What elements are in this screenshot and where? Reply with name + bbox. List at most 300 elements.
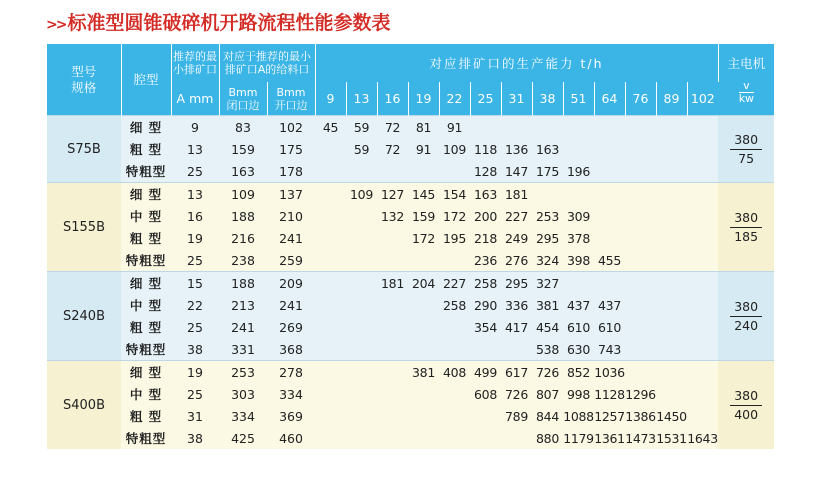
- capacity-cell: [625, 183, 656, 206]
- capacity-cell: [315, 316, 346, 338]
- motor-fraction: [730, 209, 762, 246]
- capacity-cell: [408, 383, 439, 405]
- header-cap-col: 22: [439, 82, 470, 116]
- capacity-cell: 998: [563, 383, 594, 405]
- header-b-closed: Bmm 闭口边: [219, 82, 267, 116]
- capacity-cell: 253: [532, 205, 563, 227]
- header-cap-col: 31: [501, 82, 532, 116]
- capacity-cell: 59: [346, 116, 377, 139]
- motor-cell: [718, 116, 774, 183]
- performance-table: [47, 44, 774, 449]
- table-row: [47, 427, 774, 449]
- b-closed-cell: 213: [219, 294, 267, 316]
- capacity-cell: 807: [532, 383, 563, 405]
- b-open-cell: 368: [267, 338, 315, 361]
- capacity-cell: [656, 227, 687, 249]
- capacity-cell: [594, 272, 625, 295]
- capacity-cell: [439, 160, 470, 183]
- b-open-cell: 259: [267, 249, 315, 272]
- capacity-cell: [408, 427, 439, 449]
- title-arrows: >>: [46, 17, 66, 33]
- capacity-cell: [656, 272, 687, 295]
- capacity-cell: 880: [532, 427, 563, 449]
- capacity-cell: 309: [563, 205, 594, 227]
- capacity-cell: [687, 361, 718, 384]
- min-opening-cell: 15: [171, 272, 219, 295]
- capacity-cell: 59: [346, 138, 377, 160]
- capacity-cell: 45: [315, 116, 346, 139]
- capacity-cell: [625, 205, 656, 227]
- capacity-cell: [563, 272, 594, 295]
- capacity-cell: 154: [439, 183, 470, 206]
- capacity-cell: [346, 205, 377, 227]
- capacity-cell: [439, 249, 470, 272]
- capacity-cell: 132: [377, 205, 408, 227]
- capacity-cell: [377, 227, 408, 249]
- capacity-cell: 1088: [563, 405, 594, 427]
- table-row: [47, 116, 774, 139]
- capacity-cell: 128: [470, 160, 501, 183]
- capacity-cell: 196: [563, 160, 594, 183]
- capacity-cell: [656, 205, 687, 227]
- capacity-cell: [377, 361, 408, 384]
- capacity-cell: [656, 249, 687, 272]
- capacity-cell: [687, 272, 718, 295]
- cavity-cell: 粗 型: [121, 227, 171, 249]
- capacity-cell: 163: [470, 183, 501, 206]
- capacity-cell: 408: [439, 361, 470, 384]
- cavity-cell: 特粗型: [121, 249, 171, 272]
- capacity-cell: [408, 249, 439, 272]
- b-closed-cell: 253: [219, 361, 267, 384]
- capacity-cell: [346, 294, 377, 316]
- capacity-cell: [315, 338, 346, 361]
- capacity-cell: [377, 383, 408, 405]
- capacity-cell: [625, 249, 656, 272]
- min-opening-cell: 38: [171, 338, 219, 361]
- capacity-cell: [408, 294, 439, 316]
- capacity-cell: 218: [470, 227, 501, 249]
- cavity-cell: 粗 型: [121, 316, 171, 338]
- capacity-cell: 1386: [625, 405, 656, 427]
- capacity-cell: 200: [470, 205, 501, 227]
- header-a-unit: A mm: [171, 82, 219, 116]
- capacity-cell: [656, 116, 687, 139]
- capacity-cell: 236: [470, 249, 501, 272]
- capacity-cell: [687, 405, 718, 427]
- capacity-cell: 852: [563, 361, 594, 384]
- header-cap-col: 64: [594, 82, 625, 116]
- header-b-open: Bmm 开口边: [267, 82, 315, 116]
- capacity-cell: [625, 116, 656, 139]
- capacity-cell: [346, 338, 377, 361]
- capacity-cell: [377, 160, 408, 183]
- capacity-cell: 327: [532, 272, 563, 295]
- capacity-cell: [315, 272, 346, 295]
- min-opening-cell: 19: [171, 361, 219, 384]
- page-title: [46, 10, 390, 36]
- capacity-cell: [470, 427, 501, 449]
- capacity-cell: [594, 116, 625, 139]
- min-opening-cell: 22: [171, 294, 219, 316]
- motor-cell: [718, 361, 774, 450]
- capacity-cell: 844: [532, 405, 563, 427]
- table-row: [47, 405, 774, 427]
- capacity-cell: 381: [532, 294, 563, 316]
- min-opening-cell: 9: [171, 116, 219, 139]
- capacity-cell: 743: [594, 338, 625, 361]
- capacity-cell: [408, 160, 439, 183]
- capacity-cell: 295: [532, 227, 563, 249]
- capacity-cell: [439, 383, 470, 405]
- capacity-cell: 175: [532, 160, 563, 183]
- header-cap-col: 25: [470, 82, 501, 116]
- capacity-cell: [687, 338, 718, 361]
- cavity-cell: 中 型: [121, 383, 171, 405]
- capacity-cell: [687, 183, 718, 206]
- capacity-cell: [656, 361, 687, 384]
- capacity-cell: [346, 316, 377, 338]
- capacity-cell: 91: [408, 138, 439, 160]
- b-closed-cell: 238: [219, 249, 267, 272]
- title-text: 标准型圆锥破碎机开路流程性能参数表: [67, 12, 391, 34]
- motor-power: 75: [738, 150, 755, 166]
- capacity-cell: 726: [532, 361, 563, 384]
- capacity-cell: 118: [470, 138, 501, 160]
- capacity-cell: 437: [594, 294, 625, 316]
- capacity-cell: 1450: [656, 405, 687, 427]
- motor-power: 240: [734, 317, 759, 333]
- capacity-cell: [408, 405, 439, 427]
- capacity-cell: [687, 383, 718, 405]
- capacity-cell: [625, 227, 656, 249]
- capacity-cell: 608: [470, 383, 501, 405]
- motor-fraction: [730, 131, 762, 168]
- capacity-cell: [625, 294, 656, 316]
- cavity-cell: 特粗型: [121, 160, 171, 183]
- capacity-cell: 789: [501, 405, 532, 427]
- cavity-cell: 细 型: [121, 361, 171, 384]
- header-cap-col: 16: [377, 82, 408, 116]
- min-opening-cell: 25: [171, 160, 219, 183]
- cavity-cell: 粗 型: [121, 405, 171, 427]
- capacity-cell: 72: [377, 138, 408, 160]
- capacity-cell: [377, 427, 408, 449]
- capacity-cell: [470, 338, 501, 361]
- capacity-cell: [687, 138, 718, 160]
- capacity-cell: [687, 294, 718, 316]
- capacity-cell: [470, 116, 501, 139]
- capacity-cell: [501, 338, 532, 361]
- capacity-cell: 1257: [594, 405, 625, 427]
- header-feed-opening: 对应于推荐的最小 排矿口A的给料口: [219, 44, 315, 82]
- table-row: [47, 338, 774, 361]
- capacity-cell: [656, 294, 687, 316]
- min-opening-cell: 16: [171, 205, 219, 227]
- capacity-cell: [408, 338, 439, 361]
- motor-voltage: 380: [730, 209, 762, 228]
- capacity-cell: [501, 116, 532, 139]
- b-closed-cell: 188: [219, 272, 267, 295]
- capacity-cell: [687, 116, 718, 139]
- motor-power: 185: [734, 228, 759, 244]
- capacity-cell: [625, 361, 656, 384]
- capacity-cell: [315, 361, 346, 384]
- capacity-cell: [532, 116, 563, 139]
- b-open-cell: 269: [267, 316, 315, 338]
- capacity-cell: [439, 405, 470, 427]
- capacity-cell: 276: [501, 249, 532, 272]
- capacity-cell: 455: [594, 249, 625, 272]
- capacity-cell: 172: [439, 205, 470, 227]
- capacity-cell: 1179: [563, 427, 594, 449]
- capacity-cell: 172: [408, 227, 439, 249]
- capacity-cell: 109: [439, 138, 470, 160]
- capacity-cell: 1473: [625, 427, 656, 449]
- header-cap-col: 38: [532, 82, 563, 116]
- capacity-cell: [594, 160, 625, 183]
- capacity-cell: [315, 227, 346, 249]
- motor-fraction: [730, 387, 762, 424]
- capacity-cell: 324: [532, 249, 563, 272]
- b-closed-cell: 83: [219, 116, 267, 139]
- b-open-cell: 209: [267, 272, 315, 295]
- cavity-cell: 细 型: [121, 116, 171, 139]
- model-cell: S240B: [47, 272, 121, 361]
- capacity-cell: 726: [501, 383, 532, 405]
- capacity-cell: 127: [377, 183, 408, 206]
- capacity-cell: 1128: [594, 383, 625, 405]
- capacity-cell: 1531: [656, 427, 687, 449]
- capacity-cell: 630: [563, 338, 594, 361]
- b-closed-cell: 163: [219, 160, 267, 183]
- capacity-cell: [346, 361, 377, 384]
- capacity-cell: [377, 338, 408, 361]
- capacity-cell: 290: [470, 294, 501, 316]
- capacity-cell: [687, 160, 718, 183]
- cavity-cell: 中 型: [121, 205, 171, 227]
- capacity-cell: [439, 316, 470, 338]
- capacity-cell: [594, 227, 625, 249]
- header-cap-col: 76: [625, 82, 656, 116]
- capacity-cell: [501, 427, 532, 449]
- b-open-cell: 334: [267, 383, 315, 405]
- b-open-cell: 369: [267, 405, 315, 427]
- table-row: [47, 160, 774, 183]
- capacity-cell: [594, 138, 625, 160]
- capacity-cell: [625, 160, 656, 183]
- capacity-cell: [408, 316, 439, 338]
- header-cap-col: 51: [563, 82, 594, 116]
- b-closed-cell: 425: [219, 427, 267, 449]
- b-open-cell: 137: [267, 183, 315, 206]
- min-opening-cell: 25: [171, 383, 219, 405]
- capacity-cell: 1643: [687, 427, 718, 449]
- cavity-cell: 特粗型: [121, 338, 171, 361]
- capacity-cell: [656, 338, 687, 361]
- capacity-cell: [625, 338, 656, 361]
- capacity-cell: 381: [408, 361, 439, 384]
- capacity-cell: 499: [470, 361, 501, 384]
- capacity-cell: 437: [563, 294, 594, 316]
- capacity-cell: 227: [439, 272, 470, 295]
- cavity-cell: 细 型: [121, 272, 171, 295]
- table-row: [47, 316, 774, 338]
- b-closed-cell: 331: [219, 338, 267, 361]
- capacity-cell: 227: [501, 205, 532, 227]
- capacity-cell: [377, 405, 408, 427]
- header-cap-col: 102: [687, 82, 718, 116]
- capacity-cell: [439, 427, 470, 449]
- capacity-cell: [346, 227, 377, 249]
- header-cap-col: 13: [346, 82, 377, 116]
- min-opening-cell: 25: [171, 316, 219, 338]
- b-closed-cell: 109: [219, 183, 267, 206]
- capacity-cell: [346, 272, 377, 295]
- capacity-cell: [563, 183, 594, 206]
- table-row: [47, 227, 774, 249]
- capacity-cell: 378: [563, 227, 594, 249]
- capacity-cell: [315, 427, 346, 449]
- b-open-cell: 460: [267, 427, 315, 449]
- capacity-cell: [687, 227, 718, 249]
- capacity-cell: 145: [408, 183, 439, 206]
- capacity-cell: 81: [408, 116, 439, 139]
- motor-power: 400: [734, 406, 759, 422]
- capacity-cell: [656, 138, 687, 160]
- header-cavity: 腔型: [121, 44, 171, 116]
- capacity-cell: 1361: [594, 427, 625, 449]
- capacity-cell: [346, 383, 377, 405]
- capacity-cell: [656, 316, 687, 338]
- cavity-cell: 特粗型: [121, 427, 171, 449]
- b-closed-cell: 159: [219, 138, 267, 160]
- capacity-cell: [315, 183, 346, 206]
- model-cell: S155B: [47, 183, 121, 272]
- motor-cell: [718, 272, 774, 361]
- table-row: [47, 249, 774, 272]
- table-row: [47, 183, 774, 206]
- capacity-cell: [315, 294, 346, 316]
- capacity-cell: [532, 183, 563, 206]
- b-open-cell: 241: [267, 294, 315, 316]
- capacity-cell: [315, 160, 346, 183]
- capacity-cell: 610: [594, 316, 625, 338]
- capacity-cell: [377, 294, 408, 316]
- min-opening-cell: 38: [171, 427, 219, 449]
- capacity-cell: 204: [408, 272, 439, 295]
- motor-cell: [718, 183, 774, 272]
- capacity-cell: [625, 138, 656, 160]
- b-closed-cell: 241: [219, 316, 267, 338]
- capacity-cell: 617: [501, 361, 532, 384]
- b-open-cell: 210: [267, 205, 315, 227]
- capacity-cell: [563, 116, 594, 139]
- capacity-cell: 336: [501, 294, 532, 316]
- capacity-cell: [656, 183, 687, 206]
- min-opening-cell: 19: [171, 227, 219, 249]
- capacity-cell: 354: [470, 316, 501, 338]
- capacity-cell: [315, 383, 346, 405]
- cavity-cell: 粗 型: [121, 138, 171, 160]
- header-model: 型号 规格: [47, 44, 121, 116]
- cavity-cell: 细 型: [121, 183, 171, 206]
- capacity-cell: [656, 383, 687, 405]
- header-motor: 主电机 $\frac{v}{kw}$: [718, 44, 774, 116]
- motor-fraction: [730, 298, 762, 335]
- capacity-cell: 258: [470, 272, 501, 295]
- capacity-cell: [377, 316, 408, 338]
- capacity-cell: [315, 205, 346, 227]
- capacity-cell: 249: [501, 227, 532, 249]
- capacity-cell: [625, 272, 656, 295]
- table-row: [47, 361, 774, 384]
- b-closed-cell: 216: [219, 227, 267, 249]
- capacity-cell: 295: [501, 272, 532, 295]
- min-opening-cell: 13: [171, 138, 219, 160]
- b-open-cell: 178: [267, 160, 315, 183]
- capacity-cell: [346, 249, 377, 272]
- capacity-cell: [346, 427, 377, 449]
- header-cap-col: 89: [656, 82, 687, 116]
- table-row: [47, 272, 774, 295]
- capacity-cell: 417: [501, 316, 532, 338]
- capacity-cell: 163: [532, 138, 563, 160]
- b-closed-cell: 303: [219, 383, 267, 405]
- capacity-cell: 538: [532, 338, 563, 361]
- capacity-cell: 195: [439, 227, 470, 249]
- capacity-cell: 181: [501, 183, 532, 206]
- capacity-cell: 109: [346, 183, 377, 206]
- model-cell: S400B: [47, 361, 121, 450]
- header-cap-col: 19: [408, 82, 439, 116]
- capacity-cell: 91: [439, 116, 470, 139]
- capacity-cell: [687, 205, 718, 227]
- capacity-cell: [563, 138, 594, 160]
- capacity-cell: [656, 160, 687, 183]
- capacity-cell: [315, 138, 346, 160]
- capacity-cell: [594, 205, 625, 227]
- capacity-cell: 398: [563, 249, 594, 272]
- b-open-cell: 102: [267, 116, 315, 139]
- capacity-cell: 610: [563, 316, 594, 338]
- table-row: [47, 294, 774, 316]
- header-capacity-title: 对应排矿口的生产能力 t/h: [315, 44, 718, 82]
- capacity-cell: 1296: [625, 383, 656, 405]
- capacity-cell: [594, 183, 625, 206]
- motor-voltage: 380: [730, 298, 762, 317]
- table-row: [47, 383, 774, 405]
- capacity-cell: [346, 160, 377, 183]
- table-row: [47, 205, 774, 227]
- capacity-cell: 147: [501, 160, 532, 183]
- capacity-cell: [687, 316, 718, 338]
- header-cap-col: 9: [315, 82, 346, 116]
- motor-voltage: 380: [730, 131, 762, 150]
- table-row: [47, 138, 774, 160]
- capacity-cell: [470, 405, 501, 427]
- b-closed-cell: 188: [219, 205, 267, 227]
- motor-voltage: 380: [730, 387, 762, 406]
- header-rec-min-opening: 推荐的最 小排矿口: [171, 44, 219, 82]
- min-opening-cell: 25: [171, 249, 219, 272]
- capacity-cell: [377, 249, 408, 272]
- capacity-cell: [315, 249, 346, 272]
- capacity-cell: [625, 316, 656, 338]
- capacity-cell: 258: [439, 294, 470, 316]
- table-body: [47, 116, 774, 450]
- min-opening-cell: 31: [171, 405, 219, 427]
